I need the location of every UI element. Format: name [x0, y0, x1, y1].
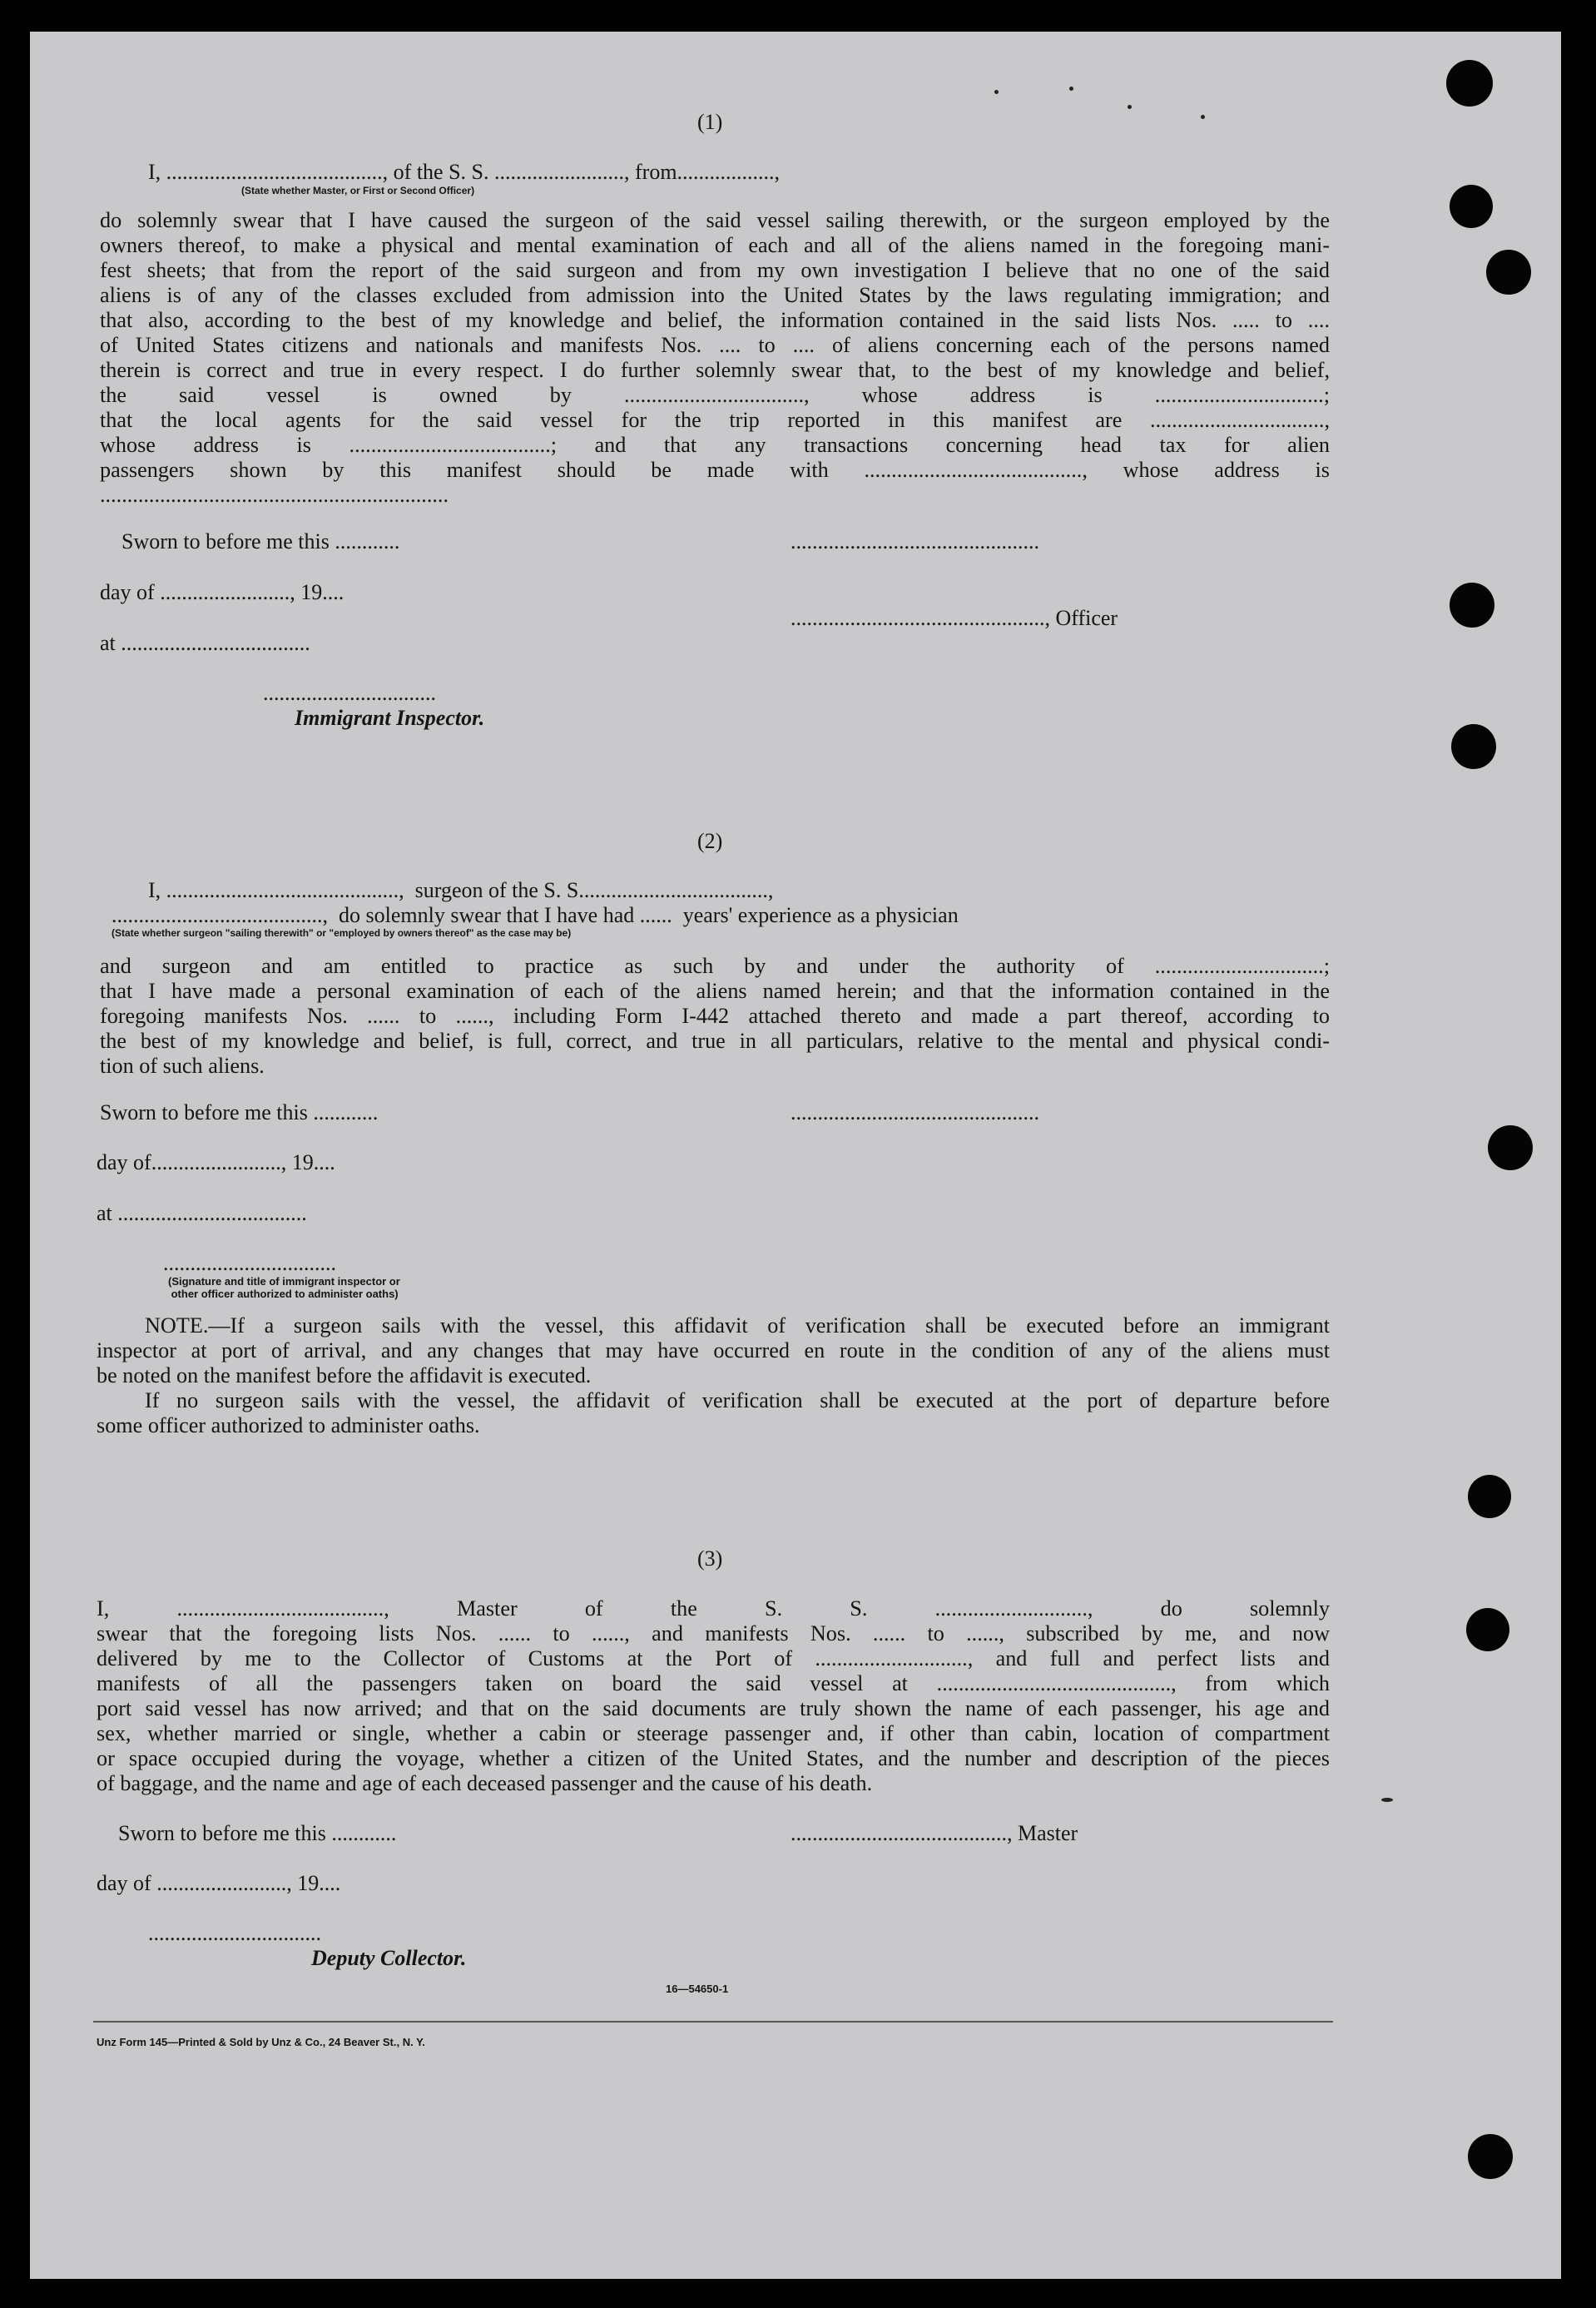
signature-line: ................................ [263, 681, 436, 705]
signature-line: ................................ [148, 1921, 321, 1945]
binder-hole [1466, 1608, 1509, 1651]
paragraph-line: foregoing manifests Nos. ...... to ......, including Form I-442 attached thereto and made a part thereof, according to [100, 1004, 1330, 1028]
paragraph-line: inspector at port of arrival, and any changes that may have occurred en route in the condition of any of the aliens must [97, 1338, 1330, 1362]
paper-speck [1381, 1798, 1393, 1802]
paragraph-line: If no surgeon sails with the vessel, the affidavit of verification shall be executed at the port of departure before [145, 1388, 1330, 1412]
day-line: day of ........................, 19.... [100, 580, 344, 604]
paragraph-line: that also, according to the best of my knowledge and belief, the information contained in the said lists Nos. ..... to .... [100, 308, 1330, 332]
paragraph-line: and surgeon and am entitled to practice as such by and under the authority of ...............................; [100, 954, 1330, 978]
paragraph-line: I, ......................................, Master of the S. S. ............................, do solemnly [97, 1596, 1330, 1621]
paragraph-line: aliens is of any of the classes excluded from admission into the United States by the laws regulating immigration; and [100, 283, 1330, 307]
paragraph-line: be noted on the manifest before the affidavit is executed. [97, 1363, 592, 1387]
paragraph-line: of baggage, and the name and age of each deceased passenger and the cause of his death. [97, 1771, 873, 1795]
paragraph-line: that the local agents for the said vessel for the trip reported in this manifest are ................................, [100, 408, 1330, 432]
inspector-title: Immigrant Inspector. [295, 706, 485, 730]
field-note: (State whether Master, or First or Second Officer) [241, 185, 475, 196]
form-code: 16—54650-1 [666, 1983, 729, 1995]
oath-line: I, ........................................, of the S. S. ........................, from.................., [148, 160, 781, 184]
sworn-line: Sworn to before me this ............ [121, 529, 400, 553]
paper-speck [1069, 87, 1073, 91]
at-line: at ................................... [100, 631, 310, 655]
paragraph-line: some officer authorized to administer oaths. [97, 1413, 480, 1437]
paragraph-line: NOTE.—If a surgeon sails with the vessel, this affidavit of verification shall be executed before an immigrant [145, 1313, 1330, 1338]
paragraph-line: that I have made a personal examination of each of the aliens named herein; and that the information contained in the [100, 979, 1330, 1003]
binder-hole [1468, 2134, 1513, 2179]
binder-hole [1446, 60, 1493, 107]
sworn-line: Sworn to before me this ............ [100, 1100, 379, 1124]
footer-rule [93, 2021, 1333, 2023]
officer-line: ..............................................., Officer [791, 606, 1118, 630]
paragraph-line: or space occupied during the voyage, whether a citizen of the United States, and the number and description of the pieces [97, 1746, 1330, 1770]
binder-hole [1468, 1475, 1511, 1518]
paragraph-line: delivered by me to the Collector of Customs at the Port of ............................, and full and perfect lists and [97, 1646, 1330, 1670]
master-line: ........................................, Master [791, 1821, 1078, 1845]
signature-line: ................................ [163, 1251, 336, 1275]
paper-speck [1128, 105, 1132, 109]
signature-note: (Signature and title of immigrant inspector or other officer authorized to administer oaths) [168, 1275, 400, 1300]
oath-line: ......................................., do solemnly swear that I have had ...... years' experience as a physician [112, 903, 959, 927]
day-line: day of........................, 19.... [97, 1150, 335, 1174]
binder-hole [1450, 185, 1493, 228]
paragraph-line: passengers shown by this manifest should be made with ........................................, whose address is [100, 458, 1330, 482]
paragraph-line: whose address is .....................................; and that any transactions concerning head tax for alien [100, 433, 1330, 457]
paragraph-line: tion of such aliens. [100, 1054, 265, 1078]
oath-line: I, ..........................................., surgeon of the S. S..................................., [148, 878, 774, 902]
binder-hole [1450, 583, 1494, 628]
binder-hole [1451, 724, 1496, 769]
paragraph-line: therein is correct and true in every respect. I do further solemnly swear that, to the best of my knowledge and belief, [100, 358, 1330, 382]
signature-line: .............................................. [791, 1100, 1039, 1124]
section-number: (2) [697, 829, 723, 853]
section-number: (3) [697, 1546, 723, 1571]
sworn-line: Sworn to before me this ............ [118, 1821, 397, 1845]
day-line: day of ........................, 19.... [97, 1871, 341, 1895]
paragraph-line: ................................................................ [100, 483, 449, 507]
binder-hole [1486, 250, 1531, 295]
paper-speck [994, 90, 999, 94]
paragraph-line: owners thereof, to make a physical and mental examination of each and all of the aliens named in the foregoing mani- [100, 233, 1330, 257]
section-number: (1) [697, 110, 723, 134]
paragraph-line: of United States citizens and nationals and manifests Nos. .... to .... of aliens concerning each of the persons named [100, 333, 1330, 357]
paper-speck [1201, 115, 1205, 119]
at-line: at ................................... [97, 1201, 307, 1225]
paragraph-line: sex, whether married or single, whether a cabin or steerage passenger and, if other than cabin, location of compartment [97, 1721, 1330, 1745]
paragraph-line: do solemnly swear that I have caused the surgeon of the said vessel sailing therewith, or the surgeon employed by the [100, 208, 1330, 232]
binder-hole [1488, 1125, 1533, 1170]
paragraph-line: swear that the foregoing lists Nos. ...... to ......, and manifests Nos. ...... to ......, subscribed by me, and now [97, 1621, 1330, 1645]
paragraph-line: the said vessel is owned by ................................., whose address is ...............................; [100, 383, 1330, 407]
paragraph-line: fest sheets; that from the report of the said surgeon and from my own investigation I believe that no one of the said [100, 258, 1330, 282]
deputy-title: Deputy Collector. [311, 1946, 467, 1970]
signature-line: .............................................. [791, 529, 1039, 553]
paragraph-line: the best of my knowledge and belief, is full, correct, and true in all particulars, relative to the mental and physical condi- [100, 1029, 1330, 1053]
field-note: (State whether surgeon "sailing therewith" or "employed by owners thereof" as the case may be) [112, 927, 572, 939]
paragraph-line: manifests of all the passengers taken on board the said vessel at ..........................................., from which [97, 1671, 1330, 1695]
paragraph-line: port said vessel has now arrived; and that on the said documents are truly shown the name of each passenger, his age and [97, 1696, 1330, 1720]
printer-imprint: Unz Form 145—Printed & Sold by Unz & Co., 24 Beaver St., N. Y. [97, 2036, 425, 2048]
